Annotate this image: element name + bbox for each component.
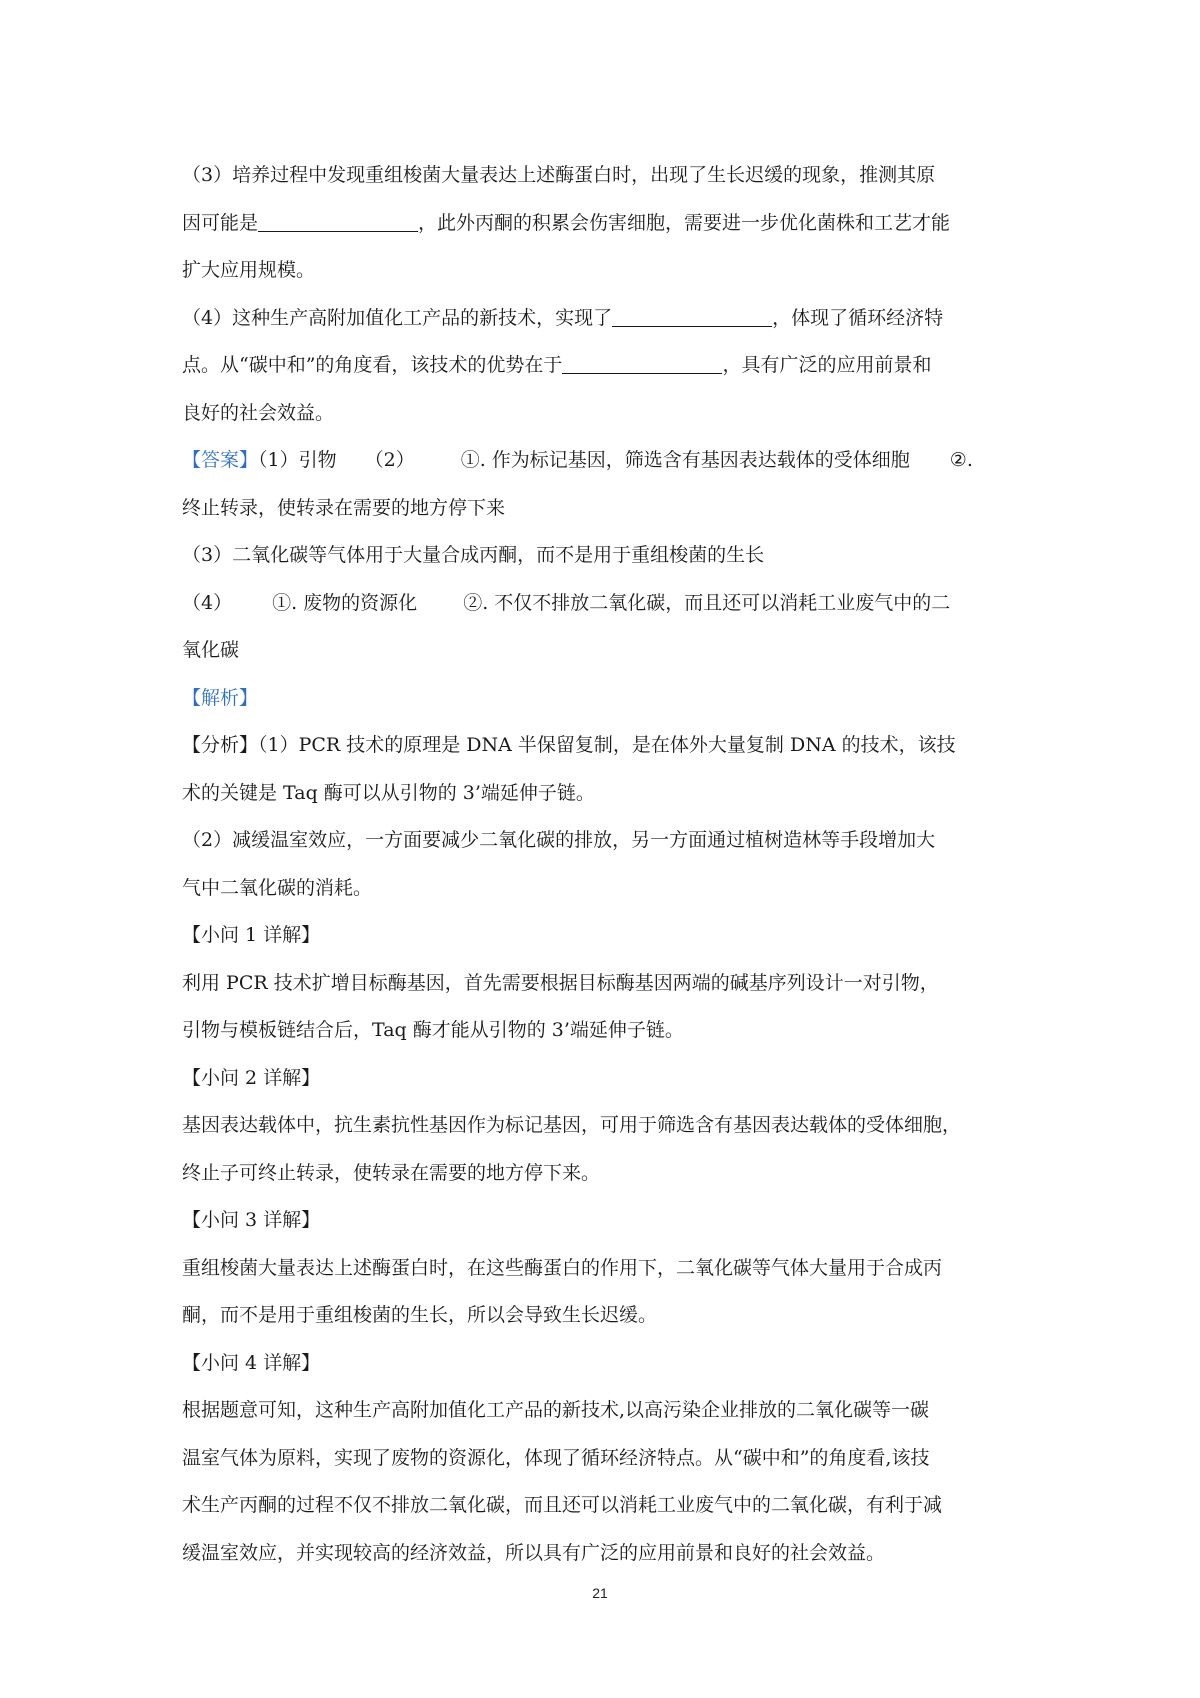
fenxi-text-1: （1）PCR 技术的原理是 DNA 半保留复制，是在体外大量复制 DNA 的技术，该技 — [258, 734, 956, 756]
detail-2-line-1: 基因表达载体中，抗生素抗性基因作为标记基因，可用于筛选含有基因表达载体的受体细胞， — [182, 1114, 962, 1136]
q3-text-before-blank: 因可能是 — [182, 211, 259, 234]
detail-4-heading: 【小问 4 详解】 — [182, 1351, 321, 1374]
q4-line-2 — [182, 342, 1028, 390]
detail-2-line-2: 终止子可终止转录，使转录在需要的地方停下来。 — [182, 1161, 601, 1184]
analysis-line-1 — [182, 722, 1028, 770]
answer-line-2: 终止转录，使转录在需要的地方停下来 — [182, 496, 506, 519]
q3-answer-blank — [258, 209, 418, 232]
answer-line-3: （3）二氧化碳等气体用于大量合成丙酮，而不是用于重组梭菌的生长 — [182, 544, 765, 566]
detail-4-line-2: 温室气体为原料，实现了废物的资源化，体现了循环经济特点。从“碳中和”的角度看,该技 — [182, 1446, 930, 1469]
detail-4-line-1: 根据题意可知，这种生产高附加值化工产品的新技术,以高污染企业排放的二氧化碳等一碳 — [182, 1399, 930, 1421]
detail-4-line-3: 术生产丙酮的过程不仅不排放二氧化碳，而且还可以消耗工业废气中的二氧化碳，有利于减 — [182, 1494, 943, 1516]
answer-4-number: （4） — [182, 591, 233, 614]
detail-1-line-1: 利用 PCR 技术扩增目标酶基因，首先需要根据目标酶基因两端的碱基序列设计一对引物， — [182, 971, 939, 994]
answer-2-number: （2） — [364, 449, 415, 471]
fenxi-label: 【分析】 — [182, 734, 259, 756]
page-number: 21 — [592, 1585, 608, 1601]
analysis-heading — [182, 675, 1028, 723]
analysis-line-3: （2）减缓温室效应，一方面要减少二氧化碳的排放，另一方面通过植树造林等手段增加大 — [182, 829, 936, 851]
q4-text-before-blank-1: （4）这种生产高附加值化工产品的新技术，实现了 — [182, 306, 613, 329]
detail-2-heading: 【小问 2 详解】 — [182, 1066, 321, 1089]
page-content — [182, 152, 1028, 1577]
answer-2-option-2-start: ②. — [949, 449, 973, 471]
answer-2-option-1: ①. 作为标记基因，筛选含有基因表达载体的受体细胞 — [460, 449, 910, 471]
answer-label: 【答案】 — [182, 449, 259, 471]
q4-line-1 — [182, 295, 1028, 343]
q4-text-after-blank-2: ，具有广泛的应用前景和 — [722, 354, 932, 376]
answer-4-option-1: ①. 废物的资源化 — [272, 591, 418, 614]
q3-text-after-blank: ，此外丙酮的积累会伤害细胞，需要进一步优化菌株和工艺才能 — [418, 211, 951, 234]
detail-3-line-2: 酮，而不是用于重组梭菌的生长，所以会导致生长迟缓。 — [182, 1304, 658, 1326]
detail-3-heading: 【小问 3 详解】 — [182, 1209, 321, 1231]
answer-line-4 — [182, 580, 1028, 628]
detail-1-heading: 【小问 1 详解】 — [182, 924, 321, 946]
q4-answer-blank-1 — [612, 304, 772, 327]
q4-line-3: 良好的社会效益。 — [182, 401, 335, 424]
q3-line-2 — [182, 200, 1028, 248]
detail-1-line-2: 引物与模板链结合后，Taq 酶才能从引物的 3’端延伸子链。 — [182, 1019, 684, 1041]
analysis-line-2: 术的关键是 Taq 酶可以从引物的 3’端延伸子链。 — [182, 781, 595, 804]
answer-1: （1）引物 — [258, 449, 337, 471]
analysis-line-4: 气中二氧化碳的消耗。 — [182, 876, 373, 899]
q3-line-1: （3）培养过程中发现重组梭菌大量表达上述酶蛋白时，出现了生长迟缓的现象，推测其原 — [182, 164, 936, 186]
detail-3-line-1: 重组梭菌大量表达上述酶蛋白时，在这些酶蛋白的作用下，二氧化碳等气体大量用于合成丙 — [182, 1256, 943, 1279]
detail-4-line-4: 缓温室效应，并实现较高的经济效益，所以具有广泛的应用前景和良好的社会效益。 — [182, 1541, 886, 1564]
analysis-label: 【解析】 — [182, 686, 259, 709]
q4-text-before-blank-2: 点。从“碳中和”的角度看，该技术的优势在于 — [182, 354, 563, 376]
q4-text-after-blank-1: ，体现了循环经济特 — [772, 306, 944, 329]
q3-line-3: 扩大应用规模。 — [182, 259, 316, 281]
answer-line-5: 氧化碳 — [182, 639, 240, 661]
answer-4-option-2: ②. 不仅不排放二氧化碳，而且还可以消耗工业废气中的二 — [463, 591, 951, 614]
q4-answer-blank-2 — [562, 351, 722, 374]
answer-line-1 — [182, 437, 1028, 485]
